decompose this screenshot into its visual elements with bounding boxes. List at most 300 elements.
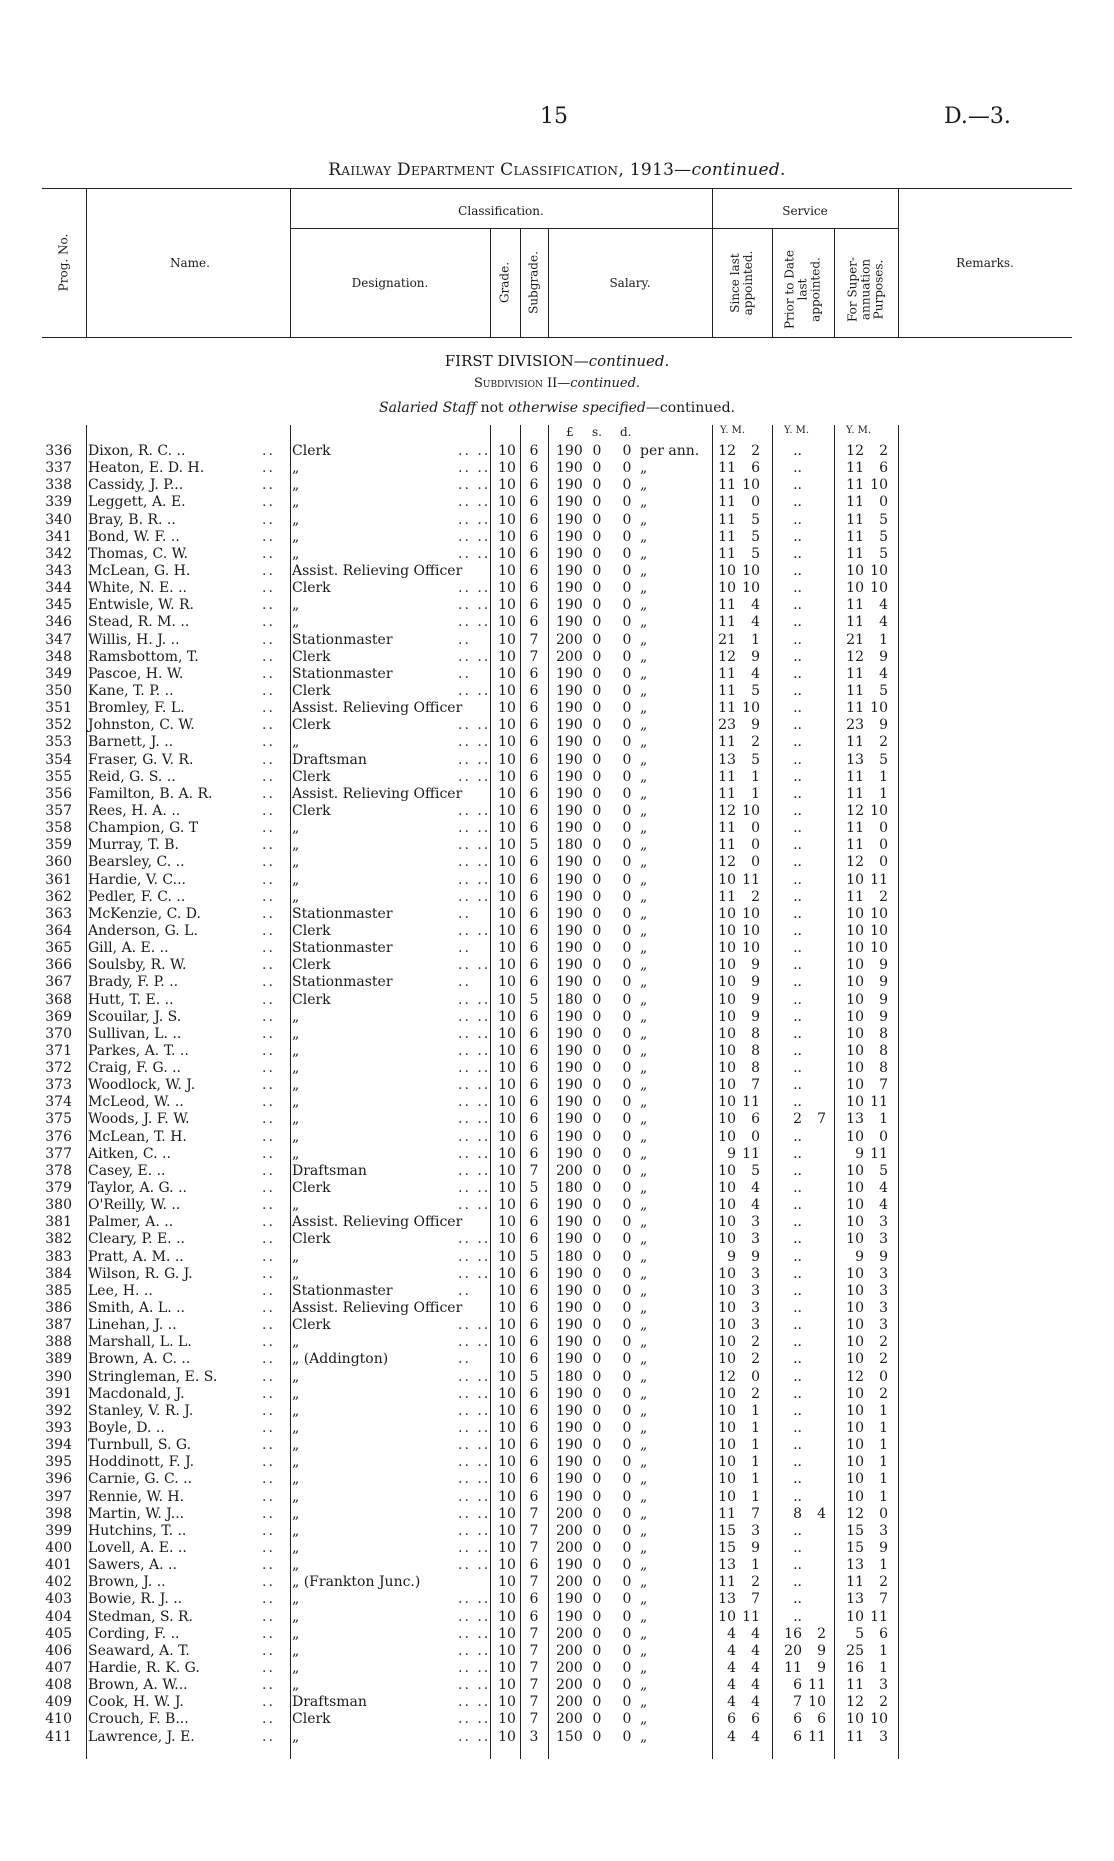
prog-no: 339 (45, 494, 72, 511)
since-months: 1 (751, 1488, 760, 1505)
since-years: 10 (718, 1608, 736, 1625)
unit-pound: £ (566, 425, 574, 439)
since-years: 13 (718, 1557, 736, 1574)
prior-months: 9 (817, 1642, 826, 1659)
salary-pence: 0 (622, 802, 632, 819)
grade: 10 (498, 1094, 516, 1111)
table-row (0, 1163, 1114, 1180)
salary-shillings: 0 (592, 734, 602, 751)
salary-pounds: 190 (556, 1591, 583, 1608)
total-months: 9 (879, 991, 888, 1008)
total-months: 6 (879, 460, 888, 477)
prog-no: 369 (45, 1008, 72, 1025)
leader-dots: .. (262, 820, 275, 837)
grade: 10 (498, 905, 516, 922)
grade: 10 (498, 1608, 516, 1625)
staff-name: Sullivan, L. .. (88, 1025, 182, 1042)
salary-pence: 0 (622, 1488, 632, 1505)
salary-note: „ (640, 1025, 648, 1042)
subgrade: 6 (529, 974, 539, 991)
salary-note: „ (640, 1162, 648, 1179)
since-years: 11 (718, 665, 736, 682)
leader-dots: .. (262, 614, 275, 631)
total-years: 10 (846, 1351, 864, 1368)
total-months: 10 (870, 580, 888, 597)
grade: 10 (498, 1454, 516, 1471)
since-months: 10 (742, 802, 760, 819)
leader-dots: .. (262, 1042, 275, 1059)
subgrade: 6 (529, 1094, 539, 1111)
subgrade: 6 (529, 1454, 539, 1471)
since-months: 5 (751, 545, 760, 562)
salary-shillings: 0 (592, 1471, 602, 1488)
table-row (0, 974, 1114, 991)
staff-name: Woods, J. F. W. (88, 1111, 190, 1128)
subgrade: 5 (529, 1248, 539, 1265)
leader-dots: .. .. (458, 1402, 491, 1419)
subgrade: 3 (529, 1728, 539, 1745)
total-years: 12 (846, 1694, 864, 1711)
salary-pounds: 190 (556, 1557, 583, 1574)
since-months: 8 (751, 1025, 760, 1042)
table-row (0, 854, 1114, 871)
leader-dots: .. (262, 1300, 275, 1317)
leader-dots: .. (262, 1025, 275, 1042)
prior-years: .. (793, 1060, 802, 1077)
salary-note: „ (640, 1094, 648, 1111)
leader-dots: .. .. (458, 494, 491, 511)
since-years: 23 (718, 717, 736, 734)
prior-months: 10 (808, 1694, 826, 1711)
since-years: 4 (727, 1625, 736, 1642)
prior-years: .. (793, 1317, 802, 1334)
salary-shillings: 0 (592, 1111, 602, 1128)
salary-pounds: 200 (556, 1574, 583, 1591)
prog-no: 393 (45, 1420, 72, 1437)
designation: „ (292, 1522, 300, 1539)
grade: 10 (498, 802, 516, 819)
salary-shillings: 0 (592, 580, 602, 597)
since-months: 9 (751, 957, 760, 974)
leader-dots: .. .. (458, 1694, 491, 1711)
since-months: 5 (751, 511, 760, 528)
salary-note: „ (640, 562, 648, 579)
prog-no: 409 (45, 1694, 72, 1711)
prior-years: .. (793, 837, 802, 854)
prior-years: .. (793, 1488, 802, 1505)
salary-pounds: 190 (556, 1351, 583, 1368)
prior-years: .. (793, 1180, 802, 1197)
salary-pence: 0 (622, 922, 632, 939)
leader-dots: .. (262, 1591, 275, 1608)
leader-dots: .. (262, 1077, 275, 1094)
staff-name: Crouch, F. B... (88, 1711, 189, 1728)
total-years: 16 (846, 1659, 864, 1676)
leader-dots: .. (262, 1008, 275, 1025)
since-years: 10 (718, 871, 736, 888)
total-months: 1 (879, 1642, 888, 1659)
leader-dots: .. .. (458, 1094, 491, 1111)
grade: 10 (498, 717, 516, 734)
since-years: 10 (718, 1454, 736, 1471)
staff-name: Carnie, G. C. .. (88, 1471, 193, 1488)
salary-pounds: 200 (556, 1522, 583, 1539)
salary-note: „ (640, 751, 648, 768)
designation: „ (292, 545, 300, 562)
staff-name: Hutt, T. E. .. (88, 991, 174, 1008)
since-years: 11 (718, 614, 736, 631)
grade: 10 (498, 1591, 516, 1608)
designation: „ (292, 1728, 300, 1745)
salary-pounds: 190 (556, 1008, 583, 1025)
grade: 10 (498, 545, 516, 562)
designation: „ (292, 871, 300, 888)
staff-name: O'Reilly, W. .. (88, 1197, 181, 1214)
since-months: 0 (751, 1128, 760, 1145)
salary-note: „ (640, 1694, 648, 1711)
designation: Clerk (292, 1317, 331, 1334)
since-months: 6 (751, 1111, 760, 1128)
designation: „ (292, 1368, 300, 1385)
subgrade: 6 (529, 1025, 539, 1042)
salary-pounds: 190 (556, 528, 583, 545)
salary-pounds: 190 (556, 1402, 583, 1419)
prior-years: .. (793, 1145, 802, 1162)
since-years: 6 (727, 1711, 736, 1728)
designation: „ (292, 597, 300, 614)
subgrade: 6 (529, 460, 539, 477)
since-months: 0 (751, 1368, 760, 1385)
leader-dots: .. (458, 631, 471, 648)
designation: „ (292, 1025, 300, 1042)
leader-dots: .. (262, 1488, 275, 1505)
salary-pounds: 190 (556, 1060, 583, 1077)
subgrade: 6 (529, 1557, 539, 1574)
table-row (0, 786, 1114, 803)
since-years: 11 (718, 1574, 736, 1591)
since-years: 10 (718, 1385, 736, 1402)
since-months: 1 (751, 768, 760, 785)
title-main: Railway Department Classification, 1913— (328, 160, 692, 180)
salary-note: „ (640, 1197, 648, 1214)
leader-dots: .. (262, 460, 275, 477)
since-years: 12 (718, 854, 736, 871)
total-years: 11 (846, 700, 864, 717)
since-years: 11 (718, 734, 736, 751)
salary-pence: 0 (622, 562, 632, 579)
salary-note: „ (640, 854, 648, 871)
leader-dots: .. .. (458, 991, 491, 1008)
table-row (0, 1386, 1114, 1403)
salary-pounds: 180 (556, 1180, 583, 1197)
since-years: 11 (718, 682, 736, 699)
since-months: 2 (751, 888, 760, 905)
leader-dots: .. (262, 1540, 275, 1556)
prior-years: .. (793, 614, 802, 631)
salary-note: „ (640, 1180, 648, 1197)
salary-pounds: 190 (556, 1282, 583, 1299)
prior-years: .. (793, 1437, 802, 1454)
since-months: 11 (742, 1608, 760, 1625)
salary-pounds: 190 (556, 580, 583, 597)
staff-name: Aitken, C. .. (88, 1145, 171, 1162)
subgrade: 7 (529, 1659, 539, 1676)
total-months: 9 (879, 957, 888, 974)
designation: „ (292, 1437, 300, 1454)
table-row (0, 1231, 1114, 1248)
total-years: 10 (846, 957, 864, 974)
table-row (0, 1489, 1114, 1506)
leader-dots: .. .. (458, 1728, 491, 1745)
staff-name: Pascoe, H. W. (88, 665, 184, 682)
salary-pence: 0 (622, 768, 632, 785)
since-years: 10 (718, 1265, 736, 1282)
salary-pence: 0 (622, 888, 632, 905)
salary-note: „ (640, 1642, 648, 1659)
total-years: 11 (846, 888, 864, 905)
prior-years: .. (793, 991, 802, 1008)
subgrade: 6 (529, 1488, 539, 1505)
since-months: 1 (751, 1454, 760, 1471)
designation: Clerk (292, 957, 331, 974)
table-row (0, 1694, 1114, 1711)
leader-dots: .. (262, 700, 275, 717)
leader-dots: .. (262, 1402, 275, 1419)
staff-name: Barnett, J. .. (88, 734, 174, 751)
prog-no: 344 (45, 580, 72, 597)
prior-years: .. (793, 648, 802, 665)
prior-months: 11 (808, 1728, 826, 1745)
grade: 10 (498, 1471, 516, 1488)
since-years: 10 (718, 1282, 736, 1299)
prior-years: .. (793, 1008, 802, 1025)
staff-name: Turnbull, S. G. (88, 1437, 192, 1454)
table-row (0, 957, 1114, 974)
salary-shillings: 0 (592, 648, 602, 665)
since-months: 9 (751, 991, 760, 1008)
table-row (0, 1180, 1114, 1197)
salary-pounds: 190 (556, 717, 583, 734)
salary-note: „ (640, 1214, 648, 1231)
salary-note: „ (640, 1334, 648, 1351)
prior-years: .. (793, 528, 802, 545)
grade: 10 (498, 614, 516, 631)
page-number: 15 (540, 104, 568, 129)
since-years: 10 (718, 991, 736, 1008)
subgrade: 6 (529, 545, 539, 562)
salary-pounds: 190 (556, 1094, 583, 1111)
leader-dots: .. (262, 1317, 275, 1334)
salary-pence: 0 (622, 974, 632, 991)
table-row (0, 1711, 1114, 1728)
designation: Stationmaster (292, 631, 393, 648)
salary-shillings: 0 (592, 1180, 602, 1197)
leader-dots: .. (262, 1282, 275, 1299)
salary-shillings: 0 (592, 511, 602, 528)
salary-pounds: 190 (556, 1454, 583, 1471)
grade: 10 (498, 1248, 516, 1265)
total-months: 1 (879, 1111, 888, 1128)
total-months: 10 (870, 922, 888, 939)
total-years: 12 (846, 443, 864, 459)
leader-dots: .. .. (458, 1385, 491, 1402)
total-years: 10 (846, 991, 864, 1008)
prior-years: .. (793, 1162, 802, 1179)
prior-years: .. (793, 1454, 802, 1471)
total-months: 9 (879, 1540, 888, 1556)
table-row (0, 563, 1114, 580)
prog-no: 341 (45, 528, 72, 545)
prog-no: 389 (45, 1351, 72, 1368)
salary-shillings: 0 (592, 768, 602, 785)
leader-dots: .. .. (458, 1008, 491, 1025)
salary-shillings: 0 (592, 1694, 602, 1711)
salary-note: „ (640, 1282, 648, 1299)
leader-dots: .. .. (458, 1557, 491, 1574)
leader-dots: .. (262, 1334, 275, 1351)
staff-name: Craig, F. G. .. (88, 1060, 182, 1077)
salary-note: „ (640, 1420, 648, 1437)
subgrade: 6 (529, 1437, 539, 1454)
since-months: 5 (751, 528, 760, 545)
prior-years: .. (793, 940, 802, 957)
header-divider (772, 228, 773, 337)
since-months: 7 (751, 1505, 760, 1522)
table-row (0, 1111, 1114, 1128)
staff-name: Bromley, F. L. (88, 700, 185, 717)
prog-no: 360 (45, 854, 72, 871)
table-row (0, 1060, 1114, 1077)
total-years: 10 (846, 1077, 864, 1094)
salary-pence: 0 (622, 648, 632, 665)
subgrade: 6 (529, 1231, 539, 1248)
table-row (0, 1283, 1114, 1300)
table-row (0, 1643, 1114, 1660)
prog-no: 391 (45, 1385, 72, 1402)
leader-dots: .. (262, 1197, 275, 1214)
designation: Stationmaster (292, 974, 393, 991)
total-years: 10 (846, 1008, 864, 1025)
since-months: 11 (742, 1145, 760, 1162)
total-years: 10 (846, 1060, 864, 1077)
designation: Assist. Relieving Officer (292, 1300, 463, 1317)
staff-name: Ramsbottom, T. (88, 648, 199, 665)
salary-shillings: 0 (592, 545, 602, 562)
prior-months: 4 (817, 1505, 826, 1522)
prog-no: 359 (45, 837, 72, 854)
staff-name: Cassidy, J. P... (88, 477, 184, 494)
total-years: 11 (846, 820, 864, 837)
total-years: 10 (846, 1471, 864, 1488)
designation: Stationmaster (292, 905, 393, 922)
prog-no: 410 (45, 1711, 72, 1728)
total-months: 11 (870, 1094, 888, 1111)
header-service: Service (782, 204, 828, 218)
subgrade: 5 (529, 1368, 539, 1385)
grade: 10 (498, 665, 516, 682)
prior-years: .. (793, 957, 802, 974)
salary-shillings: 0 (592, 871, 602, 888)
prog-no: 350 (45, 682, 72, 699)
salary-pounds: 190 (556, 1334, 583, 1351)
total-months: 2 (879, 1694, 888, 1711)
table-row (0, 597, 1114, 614)
grade: 10 (498, 1042, 516, 1059)
salary-note: „ (640, 665, 648, 682)
grade: 10 (498, 1334, 516, 1351)
prog-no: 373 (45, 1077, 72, 1094)
designation: „ (292, 1659, 300, 1676)
salary-pounds: 200 (556, 631, 583, 648)
salary-shillings: 0 (592, 820, 602, 837)
salary-note: „ (640, 494, 648, 511)
salary-shillings: 0 (592, 802, 602, 819)
table-row (0, 580, 1114, 597)
salary-pounds: 190 (556, 922, 583, 939)
total-years: 25 (846, 1642, 864, 1659)
salary-pence: 0 (622, 1231, 632, 1248)
subgrade: 6 (529, 1402, 539, 1419)
staff-name: Anderson, G. L. (88, 922, 198, 939)
since-years: 13 (718, 1591, 736, 1608)
total-years: 11 (846, 734, 864, 751)
total-months: 1 (879, 768, 888, 785)
leader-dots: .. (262, 1248, 275, 1265)
leader-dots: .. .. (458, 1111, 491, 1128)
designation: „ (292, 1557, 300, 1574)
total-months: 0 (879, 837, 888, 854)
salary-note: „ (640, 631, 648, 648)
prior-years: .. (793, 1368, 802, 1385)
prior-years: .. (793, 665, 802, 682)
salary-pence: 0 (622, 494, 632, 511)
leader-dots: .. (262, 1231, 275, 1248)
salary-pence: 0 (622, 665, 632, 682)
since-months: 1 (751, 631, 760, 648)
salary-shillings: 0 (592, 1711, 602, 1728)
header-bottom-rule (42, 337, 1072, 338)
salary-pounds: 190 (556, 665, 583, 682)
table-row (0, 649, 1114, 666)
salary-shillings: 0 (592, 1522, 602, 1539)
grade: 10 (498, 1711, 516, 1728)
since-months: 4 (751, 597, 760, 614)
subgrade: 6 (529, 1214, 539, 1231)
salary-pounds: 190 (556, 1214, 583, 1231)
leader-dots: .. (262, 1728, 275, 1745)
since-months: 8 (751, 1042, 760, 1059)
title-suffix: continued. (691, 160, 786, 180)
salary-pounds: 190 (556, 682, 583, 699)
subgrade: 7 (529, 1642, 539, 1659)
prior-years: .. (793, 1420, 802, 1437)
total-years: 10 (846, 905, 864, 922)
salary-pounds: 190 (556, 1317, 583, 1334)
leader-dots: .. (262, 562, 275, 579)
staff-name: Bearsley, C. .. (88, 854, 185, 871)
salary-pence: 0 (622, 1008, 632, 1025)
salary-shillings: 0 (592, 1505, 602, 1522)
prog-no: 368 (45, 991, 72, 1008)
grade: 10 (498, 580, 516, 597)
subgrade: 6 (529, 905, 539, 922)
leader-dots: .. (262, 922, 275, 939)
salary-note: „ (640, 1625, 648, 1642)
designation: Clerk (292, 1180, 331, 1197)
designation: „ (292, 1008, 300, 1025)
grade: 10 (498, 1060, 516, 1077)
table-row (0, 940, 1114, 957)
